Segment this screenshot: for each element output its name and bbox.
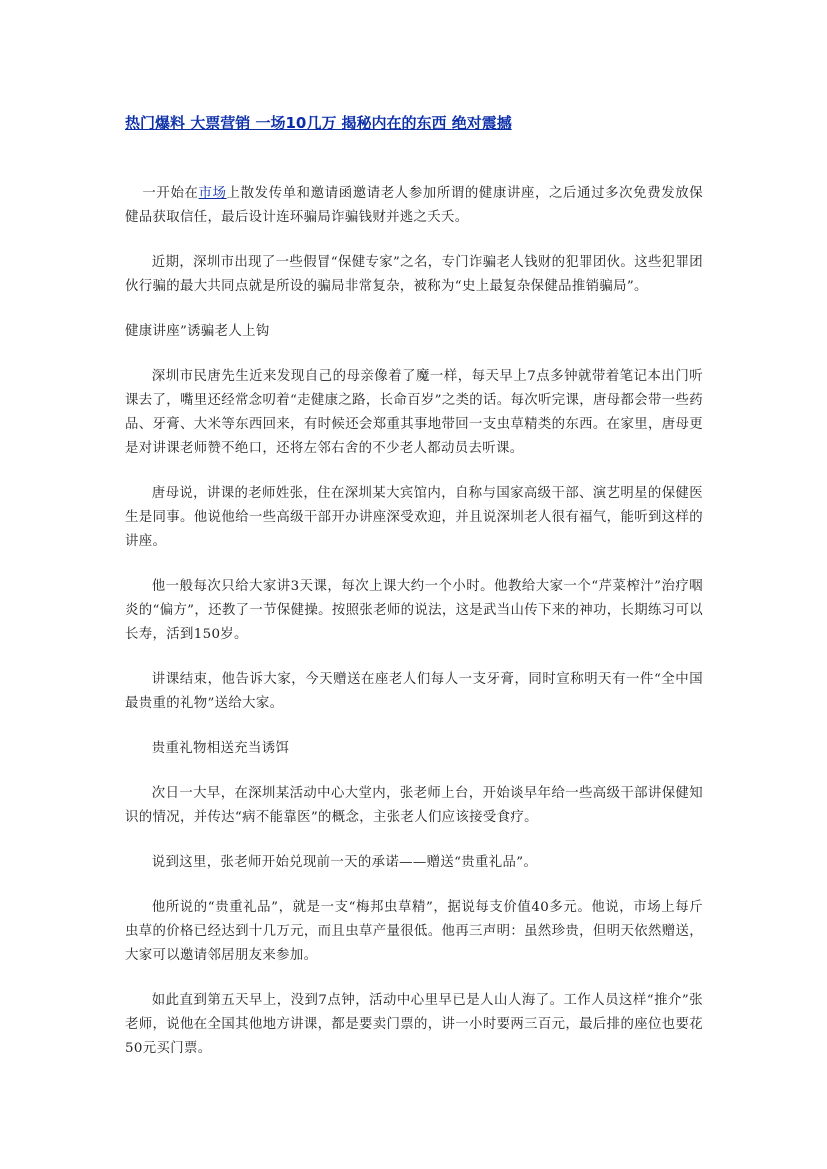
paragraph-criminal-groups: 近期，深圳市出现了一些假冒“保健专家”之名，专门诈骗老人钱财的犯罪团伙。这些犯罪团伙行骗的最大共同点就是所设的骗局非常复杂，被称为“史上最复杂保健品推销骗局”。 <box>125 255 703 294</box>
paragraph-promise: 说到这里，张老师开始兑现前一天的承诺——赠送“贵重礼品”。 <box>151 855 538 870</box>
section-heading-precious-gift: 贵重礼物相送充当诱饵 <box>151 741 290 756</box>
paragraph-cordyceps: 他所说的“贵重礼品”，就是一支“梅邦虫草精”，据说每支价值40多元。他说，市场上每斤虫草的价格已经达到十几万元，而且虫草产量很低。他再三声明：虽然珍贵，但明天依然赠送，大家可以邀请邻居朋友来参加。 <box>125 900 703 963</box>
intro-text-before-link: 一开始在 <box>142 186 199 201</box>
paragraph-teacher-zhang: 唐母说，讲课的老师姓张，住在深圳某大宾馆内，自称与国家高级干部、演艺明星的保健医生是同事。他说他给一些高级干部开办讲座深受欢迎，并且说深圳老人很有福气，能听到这样的讲座。 <box>125 486 703 549</box>
paragraph-three-day-lessons: 他一般每次只给大家讲3天课，每次上课大约一个小时。他教给大家一个“芹菜榨汁”治疗咽炎的“偏方”，还教了一节保健操。按照张老师的说法，这是武当山传下来的神功，长期练习可以长寿，活到150岁。 <box>125 579 703 642</box>
intro-paragraph <box>125 182 703 230</box>
document-body <box>125 182 703 1082</box>
document-title-link[interactable]: 热门爆料 大票营销 一场10几万 揭秘内在的东西 绝对震撼 <box>125 114 512 132</box>
section-heading-health-lecture: 健康讲座”诱骗老人上钩 <box>125 324 270 339</box>
paragraph-fifth-day: 如此直到第五天早上，没到7点钟，活动中心里早已是人山人海了。工作人员这样“推介”张老师，说他在全国其他地方讲课，都是要卖门票的，讲一小时要两三百元，最后排的座位也要花50元买门票。 <box>125 993 703 1056</box>
intro-text-after-link: 上散发传单和邀请函邀请老人参加所谓的健康讲座，之后通过多次免费发放保健品获取信任，最后设计连环骗局诈骗钱财并逃之夭夭。 <box>125 186 703 225</box>
paragraph-mother-story: 深圳市民唐先生近来发现自己的母亲像着了魔一样，每天早上7点多钟就带着笔记本出门听课去了，嘴里还经常念叨着“走健康之路，长命百岁”之类的话。每次听完课，唐母都会带一些药品、牙膏、大米等东西回来，有时候还会郑重其事地带回一支虫草精类的东西。在家里，唐母更是对讲课老师赞不绝口，还将左邻右舍的不少老人都动员去听课。 <box>125 369 703 456</box>
paragraph-next-morning: 次日一大早，在深圳某活动中心大堂内，张老师上台，开始谈早年给一些高级干部讲保健知识的情况，并传达“病不能靠医”的概念，主张老人们应该接受食疗。 <box>125 786 703 825</box>
paragraph-toothpaste-gift: 讲课结束，他告诉大家，今天赠送在座老人们每人一支牙膏，同时宣称明天有一件“全中国最贵重的礼物”送给大家。 <box>125 672 703 711</box>
market-link[interactable]: 市场 <box>198 186 227 201</box>
